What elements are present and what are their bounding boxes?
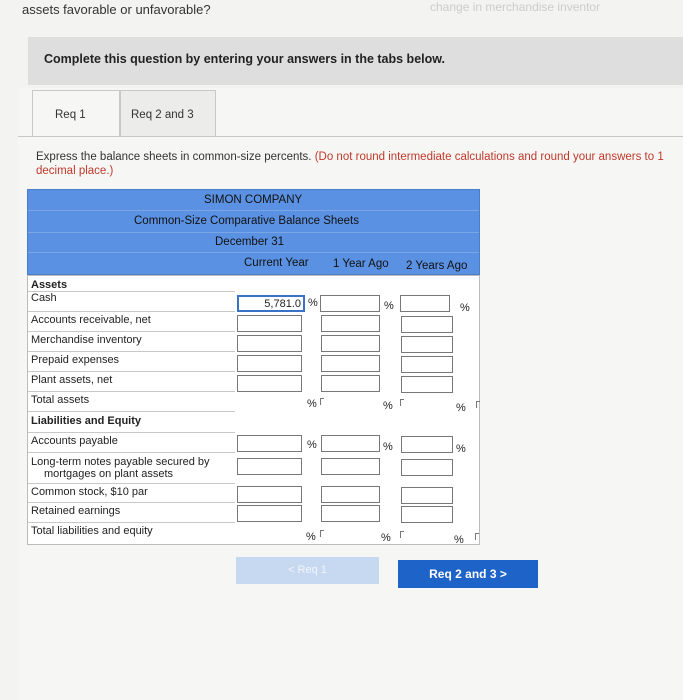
instructions-text: Complete this question by entering your answers in the tabs below. (44, 52, 445, 66)
tab-req-2-and-3[interactable]: Req 2 and 3 (120, 90, 216, 137)
percent-sign: % (383, 400, 393, 412)
ap-current-year-input[interactable] (237, 435, 302, 452)
plant-current-year-input[interactable] (237, 375, 302, 392)
row-divider (28, 331, 235, 332)
percent-sign: % (381, 532, 391, 544)
column-header-current-year: Current Year (244, 257, 309, 269)
column-header-1-year-ago: 1 Year Ago (333, 258, 389, 270)
inventory-2-years-ago-input[interactable] (401, 336, 453, 353)
ar-2-years-ago-input[interactable] (401, 316, 453, 333)
row-divider (28, 432, 235, 433)
question-text-fragment: change in merchandise inventor (430, 0, 601, 14)
instructions-bar (28, 37, 683, 85)
ap-1-year-ago-input[interactable] (321, 435, 380, 452)
company-name: SIMON COMPANY (204, 194, 303, 206)
row-divider (28, 502, 235, 503)
notes-1-year-ago-input[interactable] (321, 458, 380, 475)
percent-sign: % (456, 402, 466, 414)
ar-1-year-ago-input[interactable] (321, 315, 380, 332)
row-label-long-term-notes: Long-term notes payable secured by (31, 456, 210, 468)
row-label-accounts-receivable: Accounts receivable, net (31, 314, 151, 326)
ap-2-years-ago-input[interactable] (401, 436, 453, 453)
row-divider (28, 391, 235, 392)
instructions-express (36, 150, 683, 178)
row-label-retained-earnings: Retained earnings (31, 505, 121, 517)
statement-title: Common-Size Comparative Balance Sheets (134, 215, 359, 227)
cash-current-year-input[interactable]: 5,781.0 (237, 295, 305, 312)
input-corner-mark (476, 401, 480, 408)
retained-current-year-input[interactable] (237, 505, 302, 522)
row-label-total-assets: Total assets (31, 394, 90, 406)
row-label-common-stock: Common stock, $10 par (31, 486, 148, 498)
cash-1-year-ago-input[interactable] (320, 295, 380, 312)
row-divider (28, 311, 235, 312)
row-label-cash: Cash (31, 292, 57, 304)
header-divider (28, 210, 479, 211)
express-main: Express the balance sheets in common-size percents. (36, 151, 312, 163)
cash-2-years-ago-input[interactable] (400, 295, 450, 312)
stock-current-year-input[interactable] (237, 486, 302, 503)
row-label-prepaid-expenses: Prepaid expenses (31, 354, 120, 366)
row-label-plant-assets: Plant assets, net (31, 374, 113, 386)
question-text: assets favorable or unfavorable? (22, 2, 211, 17)
row-divider (28, 522, 235, 523)
row-label-liabilities-equity: Liabilities and Equity (31, 415, 142, 427)
prev-req-1-button[interactable]: < Req 1 (236, 557, 379, 584)
input-corner-mark (320, 398, 324, 405)
prepaid-2-years-ago-input[interactable] (401, 356, 453, 373)
row-label-accounts-payable: Accounts payable (31, 435, 118, 447)
percent-sign: % (306, 531, 316, 543)
notes-2-years-ago-input[interactable] (401, 459, 453, 476)
inventory-1-year-ago-input[interactable] (321, 335, 380, 352)
percent-sign: % (383, 441, 393, 453)
stock-2-years-ago-input[interactable] (401, 487, 453, 504)
row-divider (28, 452, 235, 453)
row-divider (28, 291, 235, 292)
retained-2-years-ago-input[interactable] (401, 506, 453, 523)
retained-1-year-ago-input[interactable] (321, 505, 380, 522)
percent-sign: % (308, 297, 318, 309)
percent-sign: % (454, 534, 464, 546)
inventory-current-year-input[interactable] (237, 335, 302, 352)
prepaid-1-year-ago-input[interactable] (321, 355, 380, 372)
input-corner-mark (400, 531, 404, 538)
percent-sign: % (307, 398, 317, 410)
row-label-assets: Assets (31, 279, 68, 291)
notes-current-year-input[interactable] (237, 458, 302, 475)
percent-sign: % (456, 443, 466, 455)
input-corner-mark (400, 399, 404, 406)
row-divider (28, 483, 235, 484)
plant-2-years-ago-input[interactable] (401, 376, 453, 393)
express-note: (Do not round intermediate calculations and round your answers to 1 decimal place.) (36, 151, 664, 177)
column-header-2-years-ago: 2 Years Ago (406, 260, 468, 272)
row-divider (28, 411, 235, 412)
percent-sign: % (384, 300, 394, 312)
prepaid-current-year-input[interactable] (237, 355, 302, 372)
tab-req-1[interactable]: Req 1 (32, 90, 120, 137)
header-divider (28, 232, 479, 233)
percent-sign: % (460, 302, 470, 314)
input-corner-mark (475, 533, 479, 540)
row-label-total-liabilities-equity: Total liabilities and equity (31, 525, 153, 537)
next-req-2-and-3-button[interactable]: Req 2 and 3 > (398, 560, 538, 588)
row-divider (28, 351, 235, 352)
tab-divider (18, 136, 683, 137)
stock-1-year-ago-input[interactable] (321, 486, 380, 503)
plant-1-year-ago-input[interactable] (321, 375, 380, 392)
header-divider (28, 252, 479, 253)
ar-current-year-input[interactable] (237, 315, 302, 332)
table-header (27, 189, 480, 275)
row-label-merchandise-inventory: Merchandise inventory (31, 334, 142, 346)
statement-date: December 31 (215, 236, 285, 248)
percent-sign: % (307, 439, 317, 451)
row-divider (28, 371, 235, 372)
input-corner-mark (320, 530, 324, 537)
balance-sheet-table (27, 275, 480, 545)
tab-bar (32, 90, 216, 136)
row-label-long-term-notes-cont: mortgages on plant assets (44, 468, 174, 480)
